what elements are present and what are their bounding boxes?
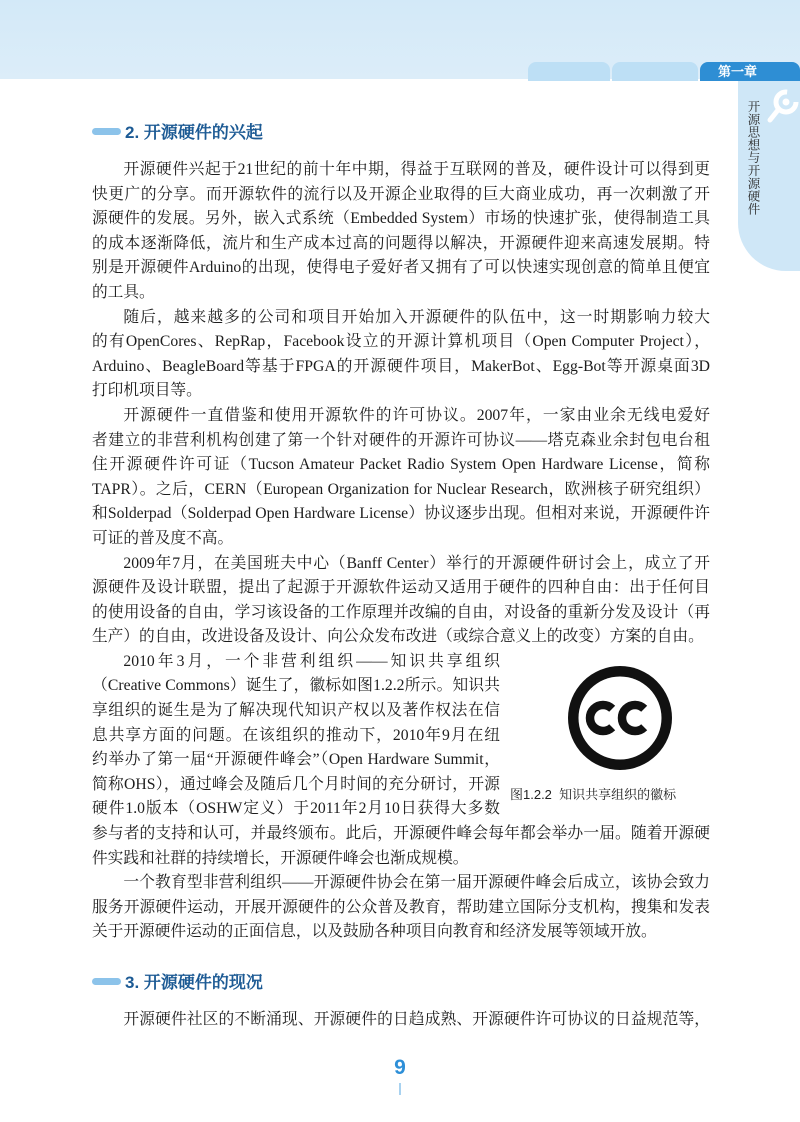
text-line: 快更广的分享。而开源软件的流行以及开源企业取得的巨大商业成功，再一次刺激了开 <box>92 185 710 203</box>
text-line: 2010年3月，一个非营利组织——知识共享组织 <box>123 652 500 670</box>
paragraph <box>92 552 710 650</box>
section-heading <box>92 971 263 995</box>
section-heading-text: 3. 开源硬件的现况 <box>125 973 263 992</box>
text-line: 打印机项目等。 <box>92 382 202 400</box>
magnifier-icon <box>766 87 800 125</box>
text-line: 2009年7月，在美国班夫中心（Banff Center）举行的开源硬件研讨会上，成立了开 <box>123 554 710 572</box>
text-line: 服务开源硬件运动，开展开源硬件的公众普及教育，帮助建立国际分支机构，搜集和发表 <box>92 898 710 916</box>
heading-bar <box>92 978 121 985</box>
figure-caption: 图1.2.2 知识共享组织的徽标 <box>510 787 677 802</box>
text-line: 开源硬件兴起于21世纪的前十年中期，得益于互联网的普及，硬件设计可以得到更 <box>123 161 710 178</box>
text-line: 住开源硬件许可证（Tucson Amateur Packet Radio System Open Hardware License，简称 <box>92 456 710 474</box>
text-line: 别是开源硬件Arduino的出现，使得电子爱好者又拥有了可以快速实现创意的简单且便宜 <box>92 259 710 277</box>
text-line: 开源硬件一直借鉴和使用开源软件的许可协议。2007年，一家由业余无线电爱好 <box>123 406 710 424</box>
section-body <box>92 1008 710 1033</box>
text-line: Arduino、BeagleBoard等基于FPGA的开源硬件项目，MakerBot、Egg-Bot等开源桌面3D <box>92 357 710 375</box>
text-line: 享组织的诞生是为了解决现代知识产权以及著作权法在信 <box>92 702 500 720</box>
text-line: 关于开源硬件运动的正面信息，以及鼓励各种项目向教育和经济发展等领域开放。 <box>92 923 657 941</box>
text-line: 件实践和社群的持续增长，开源硬件峰会也渐成规模。 <box>92 849 469 867</box>
text-line: 的有OpenCores、RepRap，Facebook设立的开源计算机项目（Open Computer Project）， <box>92 333 710 351</box>
text-line: 的工具。 <box>92 283 155 301</box>
text-line: 息共享方面的问题。在该组织的推动下，2010年9月在纽 <box>92 726 500 744</box>
side-chapter-tab <box>738 81 800 271</box>
text-line: （Creative Commons）诞生了，徽标如图1.2.2所示。知识共 <box>92 677 500 695</box>
text-line: 的成本逐渐降低，流片和生产成本过高的问题得以解决，开源硬件迎来高速发展期。特 <box>92 234 710 252</box>
text-line: 简称OHS），通过峰会及随后几个月时间的充分研讨，开源 <box>92 775 500 793</box>
paragraph <box>92 158 710 306</box>
page-number: 9 <box>394 1056 406 1079</box>
text-line: 参与者的支持和认可，并最终颁布。此后，开源硬件峰会每年都会举办一届。随着开源硬 <box>92 825 710 843</box>
text-line: 一个教育型非营利组织——开源硬件协会在第一届开源硬件峰会后成立，该协会致力 <box>123 874 710 892</box>
paragraph <box>92 1008 710 1033</box>
chapter-tab-label: 第一章 <box>718 64 758 79</box>
paragraph <box>92 404 710 552</box>
text-line: 的使用设备的自由，学习该设备的工作原理并改编的自由，对设备的重新分发及设计（再 <box>92 603 710 621</box>
section-body <box>92 158 710 945</box>
text-line: 源硬件的发展。另外，嵌入式系统（Embedded System）市场的快速扩张，使得制造工具 <box>92 210 710 228</box>
section-heading <box>92 121 263 145</box>
text-line: 开源硬件社区的不断涌现、开源硬件的日趋成熟、开源硬件许可协议的日益规范等， <box>123 1011 710 1028</box>
heading-bar <box>92 128 121 135</box>
paragraph <box>92 871 710 945</box>
text-line: TAPR）。之后，CERN（European Organization for Nuclear Research，欧洲核子研究组织） <box>92 480 710 498</box>
header-tab <box>612 62 698 81</box>
header-tab <box>528 62 610 81</box>
page-number-tick <box>399 1083 401 1095</box>
text-line: 生产）的自由，改进设备及设计、向公众发布改进（或综合意义上的改变）方案的自由。 <box>92 628 704 646</box>
chapter-tab <box>700 62 800 81</box>
paragraph <box>92 306 710 404</box>
text-line: 和Solderpad（Solderpad Open Hardware License）协议逐步出现。但相对来说，开源硬件许 <box>92 505 710 523</box>
text-line: 源硬件及设计联盟，提出了起源于开源软件运动又适用于硬件的四种自由：出于任何目 <box>92 579 710 597</box>
text-line: 硬件1.0版本（OSHW定义）于2011年2月10日获得大多数 <box>92 800 500 818</box>
text-line: 随后，越来越多的公司和项目开始加入开源硬件的队伍中，这一时期影响力较大 <box>123 308 710 326</box>
text-line: 约举办了第一届“开源硬件峰会”（Open Hardware Summit， <box>92 751 500 769</box>
section-heading-text: 2. 开源硬件的兴起 <box>125 123 263 142</box>
text-line: 者建立的非营利机构创建了第一个针对硬件的开源许可协议——塔克森业余封包电台租 <box>92 431 710 449</box>
creative-commons-logo <box>565 663 675 773</box>
text-line: 可证的普及度不高。 <box>92 529 234 547</box>
side-tab-title: 开源思想与开源硬件 <box>746 100 761 216</box>
